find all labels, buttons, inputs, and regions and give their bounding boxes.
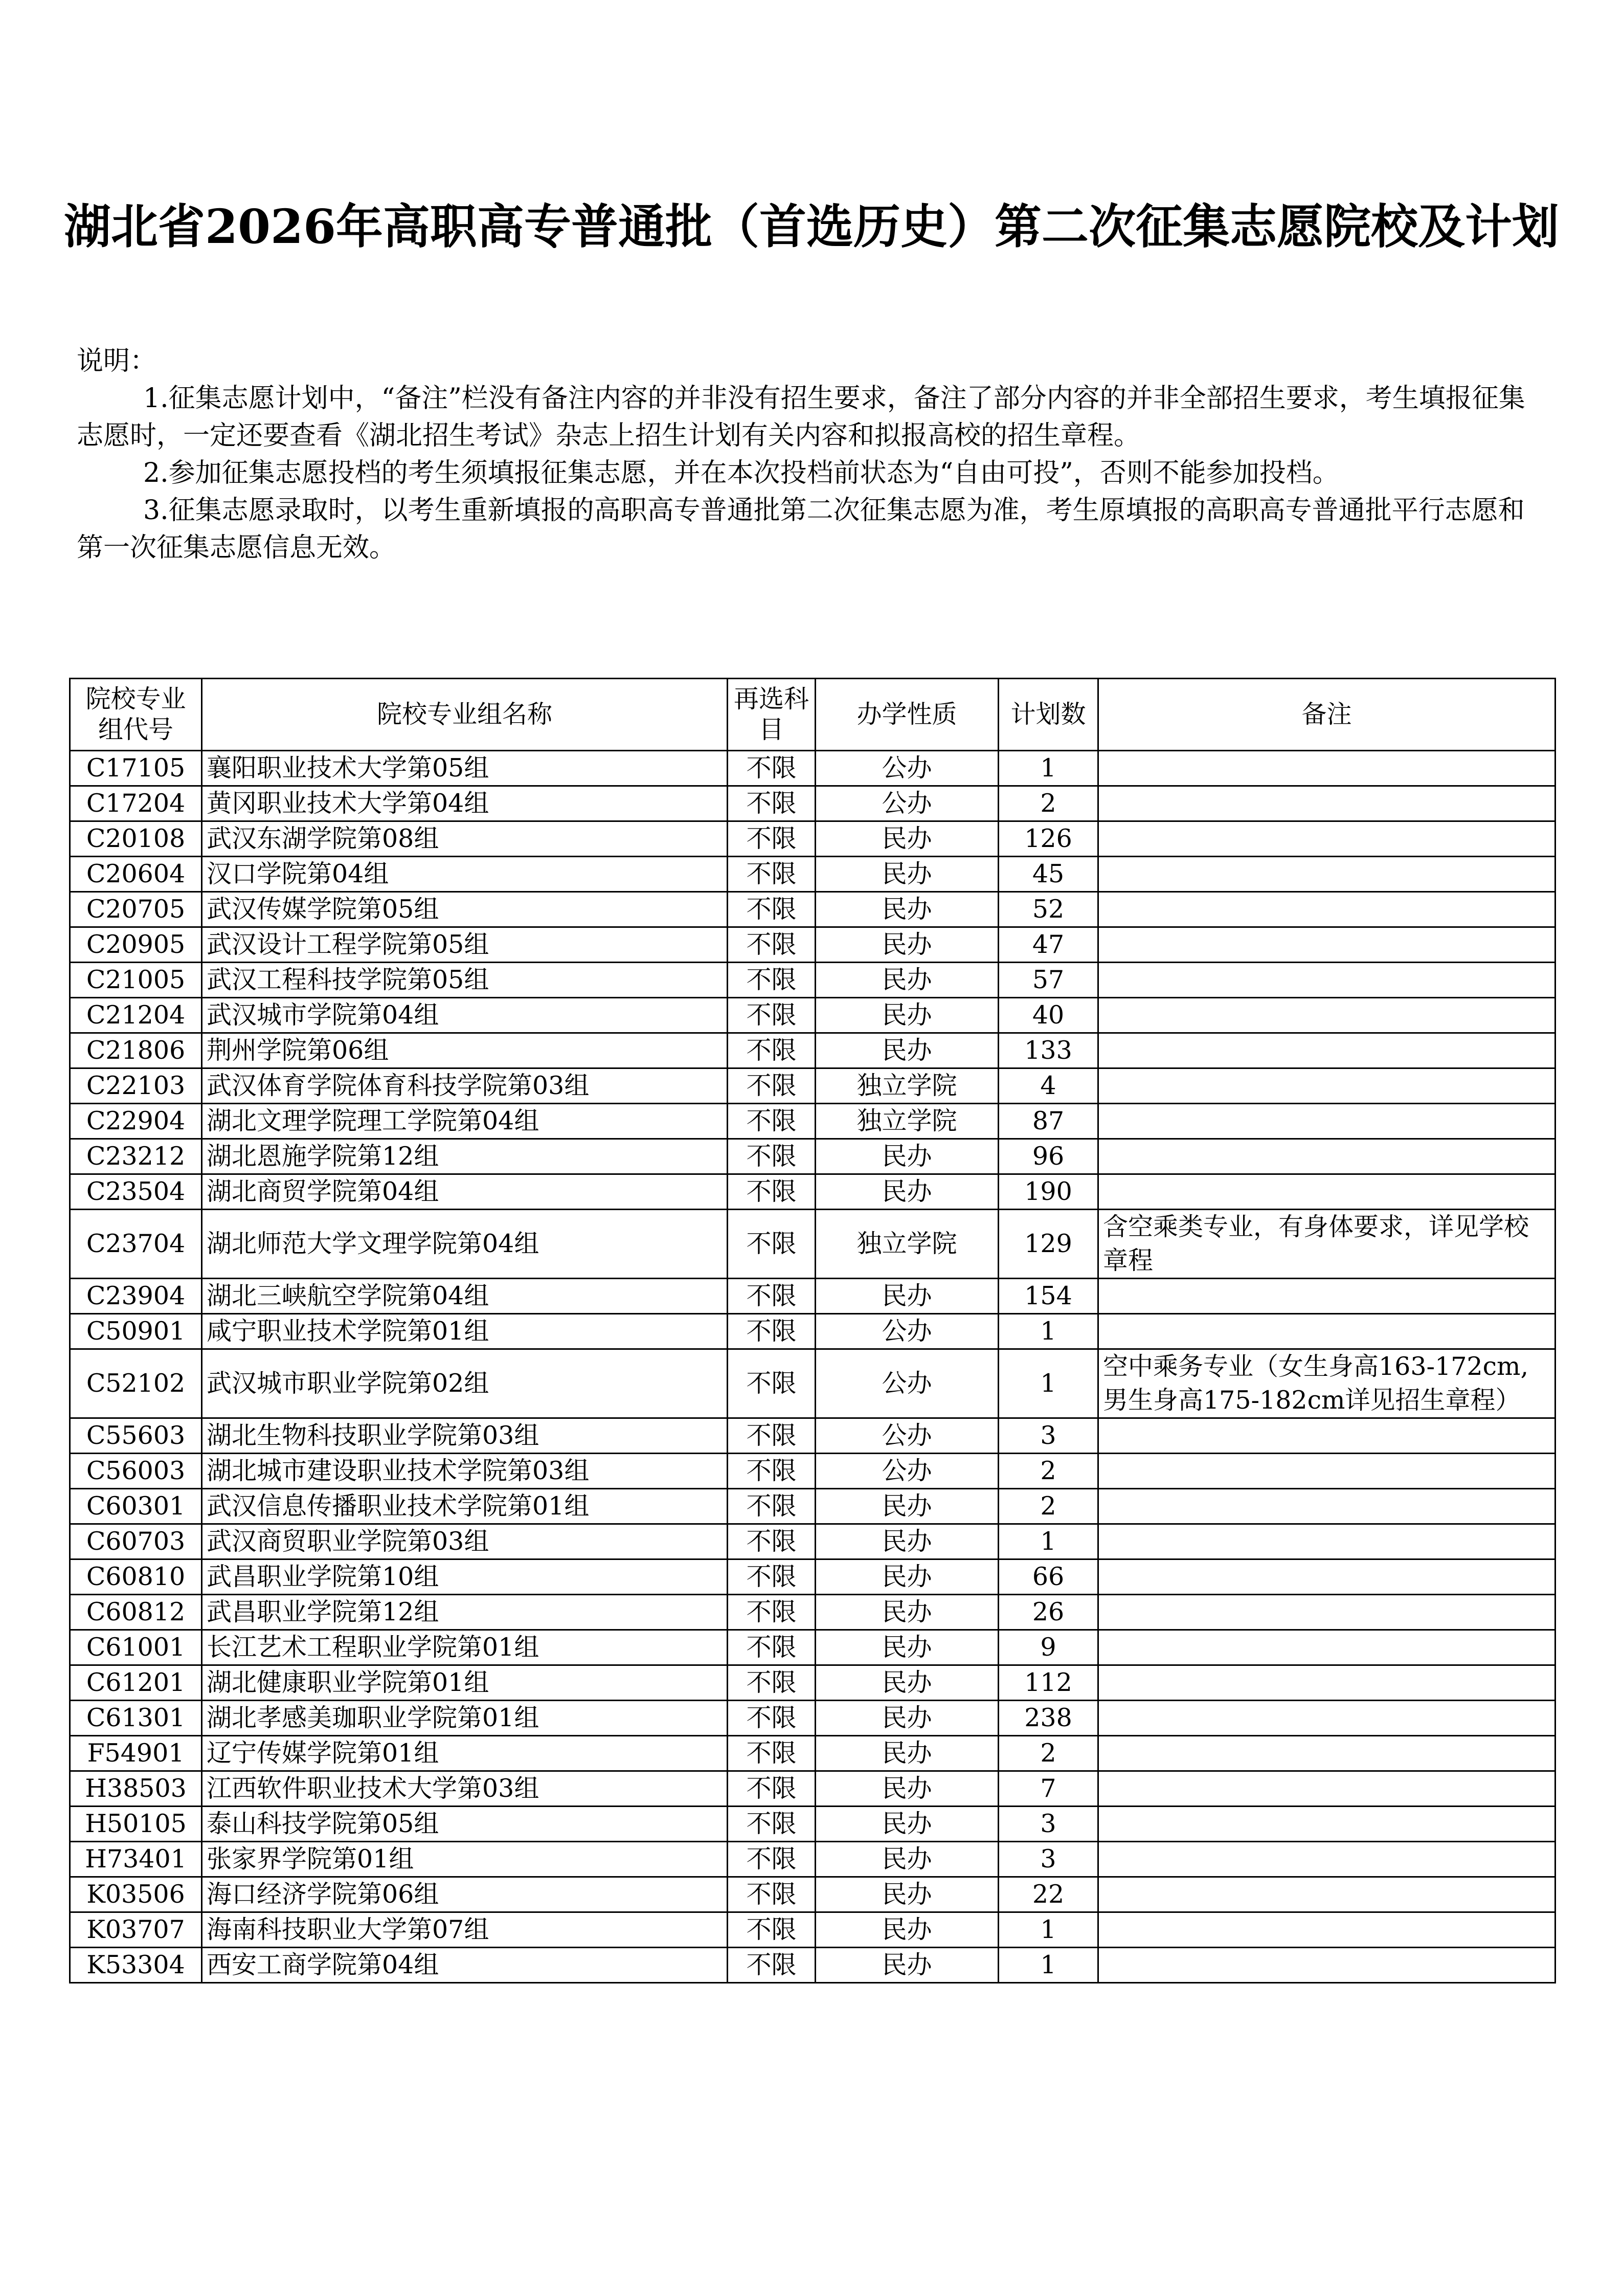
cell-name: 泰山科技学院第05组 — [202, 1807, 728, 1842]
header-subject: 再选科目 — [728, 679, 816, 751]
cell-name: 湖北三峡航空学院第04组 — [202, 1279, 728, 1314]
cell-code: C61201 — [70, 1665, 202, 1701]
cell-subject: 不限 — [728, 1912, 816, 1948]
table-row — [70, 1807, 1556, 1842]
table-row — [70, 1701, 1556, 1736]
cell-subject: 不限 — [728, 1418, 816, 1454]
cell-nature: 公办 — [816, 1349, 999, 1418]
cell-name: 湖北生物科技职业学院第03组 — [202, 1418, 728, 1454]
cell-code: C20604 — [70, 857, 202, 892]
cell-subject: 不限 — [728, 821, 816, 857]
cell-plan: 154 — [999, 1279, 1098, 1314]
cell-code: C20705 — [70, 892, 202, 927]
cell-name: 海南科技职业大学第07组 — [202, 1912, 728, 1948]
note-item-3: 3.征集志愿录取时，以考生重新填报的高职高专普通批第二次征集志愿为准，考生原填报的高职高专普通批平行志愿和第一次征集志愿信息无效。 — [77, 495, 1525, 563]
cell-name: 襄阳职业技术大学第05组 — [202, 751, 728, 786]
cell-code: C22904 — [70, 1104, 202, 1139]
cell-subject: 不限 — [728, 1524, 816, 1559]
cell-nature: 民办 — [816, 1912, 999, 1948]
cell-nature: 民办 — [816, 1736, 999, 1771]
table-row — [70, 1948, 1556, 1983]
note-item-2: 2.参加征集志愿投档的考生须填报征集志愿，并在本次投档前状态为“自由可投”，否则不能参加投档。 — [143, 458, 1339, 488]
header-name: 院校专业组名称 — [202, 679, 728, 751]
cell-subject: 不限 — [728, 786, 816, 821]
cell-nature: 公办 — [816, 1418, 999, 1454]
cell-code: C22103 — [70, 1068, 202, 1104]
cell-nature: 民办 — [816, 857, 999, 892]
cell-subject: 不限 — [728, 1807, 816, 1842]
cell-plan: 47 — [999, 927, 1098, 963]
cell-plan: 87 — [999, 1104, 1098, 1139]
table-row — [70, 892, 1556, 927]
cell-subject: 不限 — [728, 751, 816, 786]
cell-nature: 民办 — [816, 1807, 999, 1842]
cell-plan: 3 — [999, 1842, 1098, 1877]
cell-subject: 不限 — [728, 963, 816, 998]
cell-remark — [1098, 998, 1556, 1033]
cell-name: 武汉体育学院体育科技学院第03组 — [202, 1068, 728, 1104]
cell-remark — [1098, 1104, 1556, 1139]
cell-nature: 民办 — [816, 1279, 999, 1314]
cell-name: 海口经济学院第06组 — [202, 1877, 728, 1912]
cell-code: C21204 — [70, 998, 202, 1033]
cell-subject: 不限 — [728, 892, 816, 927]
cell-remark — [1098, 1174, 1556, 1210]
cell-code: C55603 — [70, 1418, 202, 1454]
cell-code: C60810 — [70, 1559, 202, 1595]
cell-remark — [1098, 857, 1556, 892]
cell-name: 湖北恩施学院第12组 — [202, 1139, 728, 1174]
table-row — [70, 1842, 1556, 1877]
cell-name: 湖北师范大学文理学院第04组 — [202, 1210, 728, 1279]
cell-nature: 民办 — [816, 821, 999, 857]
cell-remark — [1098, 1314, 1556, 1349]
cell-code: C61301 — [70, 1701, 202, 1736]
cell-plan: 112 — [999, 1665, 1098, 1701]
header-code: 院校专业组代号 — [70, 679, 202, 751]
table-row — [70, 1349, 1556, 1418]
cell-remark — [1098, 1948, 1556, 1983]
cell-name: 武汉城市职业学院第02组 — [202, 1349, 728, 1418]
cell-plan: 129 — [999, 1210, 1098, 1279]
cell-remark — [1098, 751, 1556, 786]
table-row — [70, 1736, 1556, 1771]
cell-code: C23212 — [70, 1139, 202, 1174]
cell-code: C20905 — [70, 927, 202, 963]
table-header-row — [70, 679, 1556, 751]
cell-subject: 不限 — [728, 1033, 816, 1068]
cell-subject: 不限 — [728, 857, 816, 892]
cell-plan: 1 — [999, 1314, 1098, 1349]
table-row — [70, 751, 1556, 786]
cell-subject: 不限 — [728, 1454, 816, 1489]
cell-plan: 22 — [999, 1877, 1098, 1912]
table-row — [70, 1877, 1556, 1912]
cell-subject: 不限 — [728, 1771, 816, 1807]
table-row — [70, 786, 1556, 821]
cell-name: 湖北健康职业学院第01组 — [202, 1665, 728, 1701]
table-row — [70, 1418, 1556, 1454]
cell-code: C17105 — [70, 751, 202, 786]
cell-remark — [1098, 1418, 1556, 1454]
cell-name: 西安工商学院第04组 — [202, 1948, 728, 1983]
cell-code: F54901 — [70, 1736, 202, 1771]
cell-code: C52102 — [70, 1349, 202, 1418]
cell-nature: 民办 — [816, 1524, 999, 1559]
cell-plan: 126 — [999, 821, 1098, 857]
cell-nature: 民办 — [816, 1559, 999, 1595]
note-item-1: 1.征集志愿计划中，“备注”栏没有备注内容的并非没有招生要求，备注了部分内容的并非全部招生要求，考生填报征集志愿时，一定还要查看《湖北招生考试》杂志上招生计划有关内容和拟报高校的招生章程。 — [77, 383, 1525, 451]
cell-plan: 190 — [999, 1174, 1098, 1210]
cell-subject: 不限 — [728, 927, 816, 963]
cell-remark — [1098, 1701, 1556, 1736]
cell-plan: 7 — [999, 1771, 1098, 1807]
cell-subject: 不限 — [728, 1701, 816, 1736]
cell-plan: 2 — [999, 1489, 1098, 1524]
cell-name: 武汉信息传播职业技术学院第01组 — [202, 1489, 728, 1524]
cell-plan: 238 — [999, 1701, 1098, 1736]
cell-name: 武昌职业学院第12组 — [202, 1595, 728, 1630]
cell-nature: 民办 — [816, 1665, 999, 1701]
table-row — [70, 1912, 1556, 1948]
table-row — [70, 1279, 1556, 1314]
table-row — [70, 1771, 1556, 1807]
cell-subject: 不限 — [728, 1314, 816, 1349]
table-row — [70, 1174, 1556, 1210]
cell-remark — [1098, 963, 1556, 998]
cell-code: C60301 — [70, 1489, 202, 1524]
notes-section — [77, 343, 1549, 567]
cell-nature: 公办 — [816, 1454, 999, 1489]
table-row — [70, 1033, 1556, 1068]
table-row — [70, 1104, 1556, 1139]
table-row — [70, 1210, 1556, 1279]
cell-remark — [1098, 1736, 1556, 1771]
cell-remark — [1098, 1877, 1556, 1912]
cell-code: K03707 — [70, 1912, 202, 1948]
cell-name: 湖北商贸学院第04组 — [202, 1174, 728, 1210]
cell-code: C61001 — [70, 1630, 202, 1665]
cell-code: C50901 — [70, 1314, 202, 1349]
cell-subject: 不限 — [728, 1948, 816, 1983]
cell-plan: 40 — [999, 998, 1098, 1033]
cell-name: 黄冈职业技术大学第04组 — [202, 786, 728, 821]
cell-name: 湖北城市建设职业技术学院第03组 — [202, 1454, 728, 1489]
cell-remark — [1098, 1665, 1556, 1701]
table-row — [70, 1139, 1556, 1174]
cell-nature: 民办 — [816, 1139, 999, 1174]
cell-nature: 民办 — [816, 1174, 999, 1210]
header-plan: 计划数 — [999, 679, 1098, 751]
table-body — [70, 751, 1556, 1983]
cell-nature: 民办 — [816, 1630, 999, 1665]
cell-code: H50105 — [70, 1807, 202, 1842]
cell-code: C60703 — [70, 1524, 202, 1559]
cell-remark — [1098, 1595, 1556, 1630]
cell-nature: 民办 — [816, 1489, 999, 1524]
cell-subject: 不限 — [728, 1630, 816, 1665]
cell-remark — [1098, 786, 1556, 821]
table-row — [70, 963, 1556, 998]
cell-name: 武汉传媒学院第05组 — [202, 892, 728, 927]
cell-plan: 26 — [999, 1595, 1098, 1630]
table-row — [70, 857, 1556, 892]
cell-name: 湖北文理学院理工学院第04组 — [202, 1104, 728, 1139]
cell-nature: 公办 — [816, 751, 999, 786]
page-title: 湖北省2026年高职高专普通批（首选历史）第二次征集志愿院校及计划 — [63, 199, 1560, 254]
cell-nature: 民办 — [816, 1701, 999, 1736]
cell-code: C21806 — [70, 1033, 202, 1068]
table-row — [70, 1665, 1556, 1701]
cell-plan: 133 — [999, 1033, 1098, 1068]
cell-code: H38503 — [70, 1771, 202, 1807]
cell-name: 武汉商贸职业学院第03组 — [202, 1524, 728, 1559]
cell-remark — [1098, 821, 1556, 857]
cell-code: C23504 — [70, 1174, 202, 1210]
cell-nature: 民办 — [816, 1948, 999, 1983]
cell-plan: 3 — [999, 1807, 1098, 1842]
cell-name: 辽宁传媒学院第01组 — [202, 1736, 728, 1771]
cell-name: 汉口学院第04组 — [202, 857, 728, 892]
cell-nature: 民办 — [816, 963, 999, 998]
cell-plan: 57 — [999, 963, 1098, 998]
cell-remark — [1098, 1033, 1556, 1068]
table-row — [70, 1489, 1556, 1524]
cell-nature: 民办 — [816, 1771, 999, 1807]
cell-subject: 不限 — [728, 998, 816, 1033]
cell-plan: 2 — [999, 786, 1098, 821]
cell-name: 武汉工程科技学院第05组 — [202, 963, 728, 998]
cell-subject: 不限 — [728, 1068, 816, 1104]
cell-name: 武汉东湖学院第08组 — [202, 821, 728, 857]
cell-remark — [1098, 1139, 1556, 1174]
header-remark: 备注 — [1098, 679, 1556, 751]
cell-code: C60812 — [70, 1595, 202, 1630]
notes-heading: 说明： — [77, 346, 157, 376]
cell-code: H73401 — [70, 1842, 202, 1877]
cell-subject: 不限 — [728, 1139, 816, 1174]
cell-code: C23704 — [70, 1210, 202, 1279]
cell-subject: 不限 — [728, 1104, 816, 1139]
header-nature: 办学性质 — [816, 679, 999, 751]
cell-name: 江西软件职业技术大学第03组 — [202, 1771, 728, 1807]
cell-name: 荆州学院第06组 — [202, 1033, 728, 1068]
cell-nature: 民办 — [816, 892, 999, 927]
cell-name: 长江艺术工程职业学院第01组 — [202, 1630, 728, 1665]
cell-nature: 公办 — [816, 1314, 999, 1349]
cell-code: K03506 — [70, 1877, 202, 1912]
table-row — [70, 998, 1556, 1033]
cell-nature: 民办 — [816, 1877, 999, 1912]
cell-plan: 4 — [999, 1068, 1098, 1104]
cell-plan: 52 — [999, 892, 1098, 927]
cell-subject: 不限 — [728, 1665, 816, 1701]
cell-plan: 3 — [999, 1418, 1098, 1454]
cell-remark — [1098, 1279, 1556, 1314]
cell-remark: 含空乘类专业，有身体要求，详见学校章程 — [1098, 1210, 1556, 1279]
cell-subject: 不限 — [728, 1595, 816, 1630]
cell-subject: 不限 — [728, 1349, 816, 1418]
enrollment-plan-table — [69, 678, 1556, 1983]
cell-remark — [1098, 927, 1556, 963]
cell-nature: 民办 — [816, 1033, 999, 1068]
cell-remark — [1098, 892, 1556, 927]
cell-subject: 不限 — [728, 1842, 816, 1877]
cell-remark — [1098, 1842, 1556, 1877]
cell-remark — [1098, 1912, 1556, 1948]
cell-name: 武汉设计工程学院第05组 — [202, 927, 728, 963]
cell-code: K53304 — [70, 1948, 202, 1983]
cell-plan: 1 — [999, 1948, 1098, 1983]
cell-name: 咸宁职业技术学院第01组 — [202, 1314, 728, 1349]
cell-name: 张家界学院第01组 — [202, 1842, 728, 1877]
cell-plan: 1 — [999, 1524, 1098, 1559]
cell-nature: 公办 — [816, 786, 999, 821]
table-row — [70, 1454, 1556, 1489]
table-row — [70, 1068, 1556, 1104]
cell-nature: 独立学院 — [816, 1068, 999, 1104]
cell-nature: 独立学院 — [816, 1104, 999, 1139]
cell-subject: 不限 — [728, 1877, 816, 1912]
cell-nature: 独立学院 — [816, 1210, 999, 1279]
cell-remark: 空中乘务专业（女生身高163-172cm,男生身高175-182cm详见招生章程） — [1098, 1349, 1556, 1418]
cell-plan: 45 — [999, 857, 1098, 892]
cell-name: 武汉城市学院第04组 — [202, 998, 728, 1033]
cell-plan: 1 — [999, 751, 1098, 786]
cell-code: C56003 — [70, 1454, 202, 1489]
cell-plan: 2 — [999, 1454, 1098, 1489]
cell-plan: 96 — [999, 1139, 1098, 1174]
cell-code: C17204 — [70, 786, 202, 821]
cell-subject: 不限 — [728, 1489, 816, 1524]
cell-plan: 1 — [999, 1912, 1098, 1948]
cell-remark — [1098, 1489, 1556, 1524]
cell-plan: 66 — [999, 1559, 1098, 1595]
cell-code: C20108 — [70, 821, 202, 857]
table-row — [70, 927, 1556, 963]
cell-remark — [1098, 1771, 1556, 1807]
cell-remark — [1098, 1807, 1556, 1842]
cell-subject: 不限 — [728, 1210, 816, 1279]
cell-subject: 不限 — [728, 1174, 816, 1210]
cell-remark — [1098, 1630, 1556, 1665]
cell-nature: 民办 — [816, 1842, 999, 1877]
cell-plan: 2 — [999, 1736, 1098, 1771]
table-row — [70, 1595, 1556, 1630]
cell-name: 武昌职业学院第10组 — [202, 1559, 728, 1595]
cell-remark — [1098, 1454, 1556, 1489]
cell-remark — [1098, 1524, 1556, 1559]
table-row — [70, 1630, 1556, 1665]
table-row — [70, 1559, 1556, 1595]
table-row — [70, 1314, 1556, 1349]
cell-code: C21005 — [70, 963, 202, 998]
cell-nature: 民办 — [816, 998, 999, 1033]
cell-remark — [1098, 1559, 1556, 1595]
cell-nature: 民办 — [816, 927, 999, 963]
cell-code: C23904 — [70, 1279, 202, 1314]
cell-subject: 不限 — [728, 1559, 816, 1595]
cell-nature: 民办 — [816, 1595, 999, 1630]
cell-name: 湖北孝感美珈职业学院第01组 — [202, 1701, 728, 1736]
cell-plan: 9 — [999, 1630, 1098, 1665]
cell-remark — [1098, 1068, 1556, 1104]
table-row — [70, 1524, 1556, 1559]
cell-subject: 不限 — [728, 1736, 816, 1771]
cell-plan: 1 — [999, 1349, 1098, 1418]
table-row — [70, 821, 1556, 857]
cell-subject: 不限 — [728, 1279, 816, 1314]
